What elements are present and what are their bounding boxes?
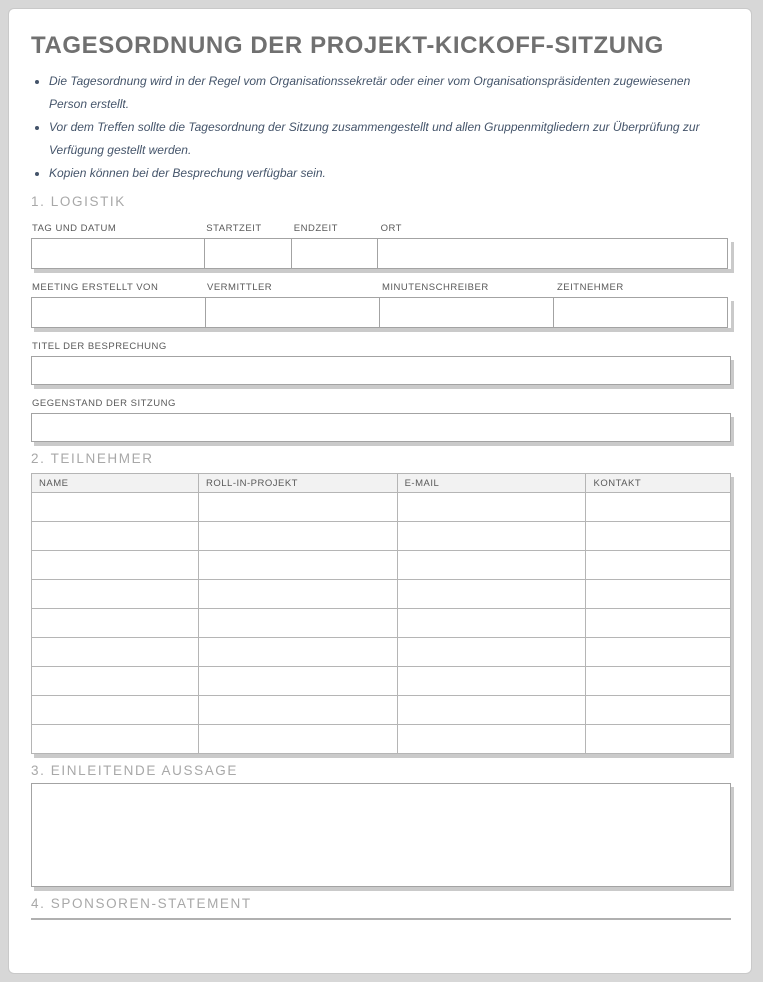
table-cell[interactable] — [199, 493, 398, 522]
field-label-endzeit: ENDZEIT — [293, 223, 338, 234]
logistik-row1-labels — [31, 223, 731, 234]
field-label-minutenschreiber: MINUTENSCHREIBER — [382, 282, 489, 293]
section-heading-sponsoren-statement: 4. SPONSOREN-STATEMENT — [31, 896, 731, 920]
table-cell[interactable] — [586, 696, 731, 725]
field-label-startzeit: STARTZEIT — [206, 223, 262, 234]
table-cell[interactable] — [397, 667, 586, 696]
table-cell[interactable] — [586, 725, 731, 754]
participants-table — [31, 473, 731, 754]
endzeit-input[interactable] — [291, 238, 378, 269]
table-cell[interactable] — [32, 493, 199, 522]
table-row — [32, 696, 731, 725]
table-cell[interactable] — [586, 580, 731, 609]
table-cell[interactable] — [586, 609, 731, 638]
table-cell[interactable] — [199, 638, 398, 667]
bullet-item: • Kopien können bei der Besprechung verfügbar sein. — [49, 162, 701, 185]
column-header-kontakt: KONTAKT — [586, 474, 731, 493]
table-row — [32, 522, 731, 551]
ort-input[interactable] — [377, 238, 728, 269]
intro-bullets — [31, 70, 731, 185]
table-cell[interactable] — [32, 609, 199, 638]
table-row — [32, 551, 731, 580]
table-cell[interactable] — [586, 493, 731, 522]
column-header-name: NAME — [32, 474, 199, 493]
einleitende-aussage-textarea[interactable] — [31, 783, 731, 887]
logistik-row1-inputs — [31, 238, 731, 269]
gegenstand-der-sitzung-input[interactable] — [31, 413, 731, 442]
participants-body — [32, 493, 731, 754]
column-header-e-mail: E-MAIL — [397, 474, 586, 493]
table-header-row — [32, 474, 731, 493]
meeting-erstellt-von-input[interactable] — [31, 297, 206, 328]
table-cell[interactable] — [199, 667, 398, 696]
table-cell[interactable] — [397, 609, 586, 638]
tag-und-datum-input[interactable] — [31, 238, 205, 269]
titel-der-besprechung-input[interactable] — [31, 356, 731, 385]
table-cell[interactable] — [199, 725, 398, 754]
table-cell[interactable] — [397, 638, 586, 667]
field-label-meeting-erstellt-von: MEETING ERSTELLT VON — [32, 282, 159, 293]
logistik-row2-inputs — [31, 297, 731, 328]
table-cell[interactable] — [32, 638, 199, 667]
field-label-vermittler: VERMITTLER — [207, 282, 273, 293]
field-label-titel-der-besprechung: TITEL DER BESPRECHUNG — [32, 341, 167, 352]
table-row — [32, 638, 731, 667]
table-cell[interactable] — [32, 725, 199, 754]
table-row — [32, 667, 731, 696]
section-heading-einleitende-aussage: 3. EINLEITENDE AUSSAGE — [31, 763, 239, 778]
column-header-roll-in-projekt: ROLL-IN-PROJEKT — [199, 474, 398, 493]
table-cell[interactable] — [32, 522, 199, 551]
bullet-item: • Die Tagesordnung wird in der Regel vom Organisationssekretär oder einer vom Organisationspräsidenten zugewiesenen Person erstellt. — [49, 70, 701, 116]
field-label-zeitnehmer: ZEITNEHMER — [557, 282, 624, 293]
table-cell[interactable] — [397, 725, 586, 754]
bullet-item: • Vor dem Treffen sollte die Tagesordnung der Sitzung zusammengestellt und allen Gruppenmitgliedern zur Überprüfung zur Verfügung gestellt werden. — [49, 116, 701, 162]
table-row — [32, 493, 731, 522]
section-heading-logistik: 1. LOGISTIK — [31, 194, 126, 209]
participants-table-wrap — [31, 473, 731, 754]
table-cell[interactable] — [32, 551, 199, 580]
table-cell[interactable] — [199, 551, 398, 580]
field-label-gegenstand-der-sitzung: GEGENSTAND DER SITZUNG — [32, 398, 176, 409]
startzeit-input[interactable] — [204, 238, 292, 269]
field-label-ort: ORT — [380, 223, 402, 234]
zeitnehmer-input[interactable] — [553, 297, 728, 328]
table-cell[interactable] — [32, 667, 199, 696]
vermittler-input[interactable] — [205, 297, 380, 328]
table-cell[interactable] — [586, 551, 731, 580]
table-row — [32, 725, 731, 754]
table-cell[interactable] — [397, 551, 586, 580]
table-row — [32, 609, 731, 638]
table-cell[interactable] — [199, 609, 398, 638]
table-cell[interactable] — [199, 522, 398, 551]
table-cell[interactable] — [32, 580, 199, 609]
table-cell[interactable] — [586, 638, 731, 667]
table-cell[interactable] — [586, 522, 731, 551]
table-cell[interactable] — [586, 667, 731, 696]
table-row — [32, 580, 731, 609]
logistik-row2-labels — [31, 282, 731, 293]
section-heading-teilnehmer: 2. TEILNEHMER — [31, 451, 154, 466]
minutenschreiber-input[interactable] — [379, 297, 554, 328]
table-cell[interactable] — [199, 580, 398, 609]
table-cell[interactable] — [199, 696, 398, 725]
table-cell[interactable] — [397, 696, 586, 725]
document-page — [8, 8, 752, 974]
page-title: TAGESORDNUNG DER PROJEKT-KICKOFF-SITZUNG — [31, 32, 664, 59]
table-cell[interactable] — [32, 696, 199, 725]
table-cell[interactable] — [397, 493, 586, 522]
table-cell[interactable] — [397, 580, 586, 609]
field-label-tag-und-datum: TAG UND DATUM — [32, 223, 117, 234]
table-cell[interactable] — [397, 522, 586, 551]
